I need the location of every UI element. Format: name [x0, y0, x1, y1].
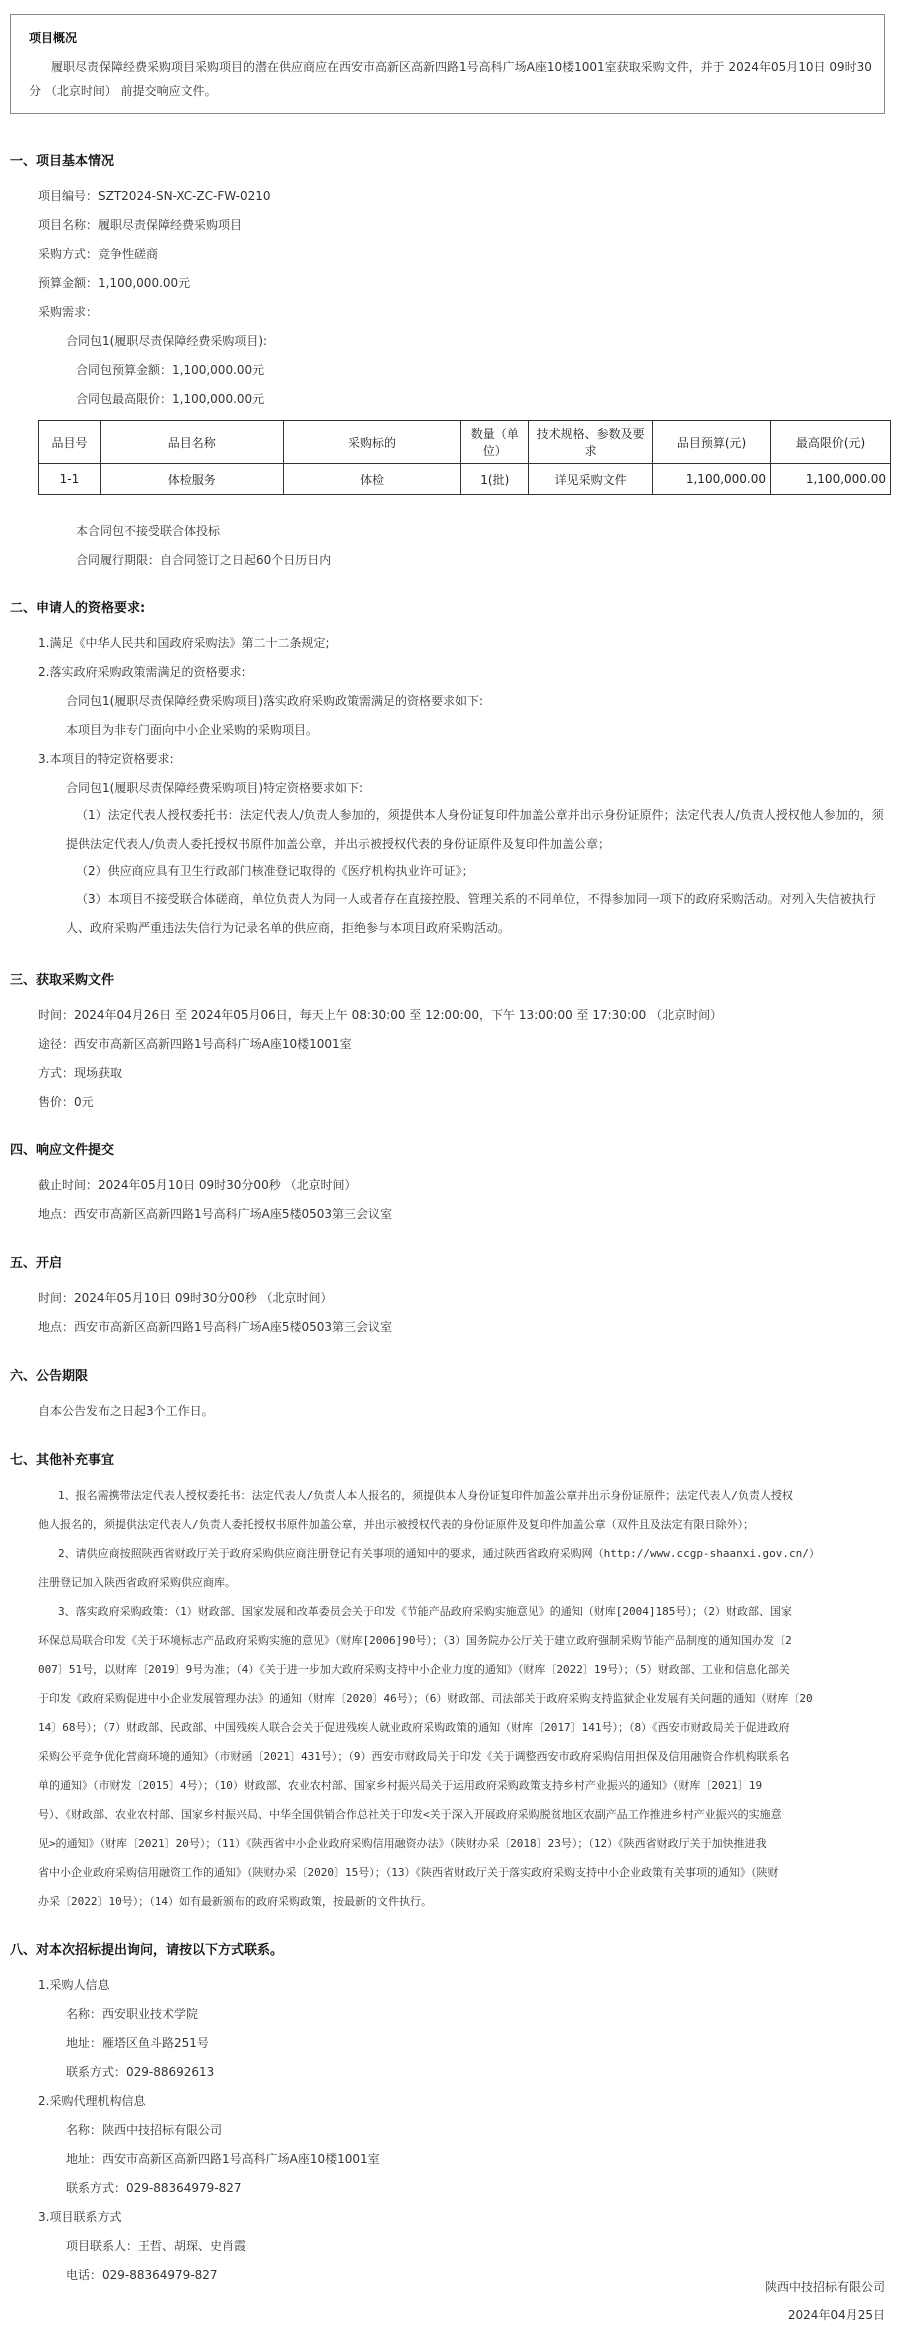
contact-title: 3.项目联系方式 — [38, 2210, 122, 2224]
procurement-requirement: 采购需求： — [38, 305, 99, 319]
cell-budget: 1,100,000.00 — [653, 464, 771, 495]
notice-3-line-7: 单的通知》（市财发〔2015〕4号）；（10）财政部、农业农村部、国家乡村振兴局关于运用政府采购政策支持乡村产业振兴的通知》（财库〔2021〕19 — [38, 1779, 763, 1792]
items-table — [38, 420, 891, 495]
footer-date: 2024年04月25日 — [787, 2308, 885, 2322]
purchaser-phone: 联系方式：029-88692613 — [66, 2065, 215, 2079]
obtain-time: 时间：2024年04月26日 至 2024年05月06日，每天上午 08:30:00 至 12:00:00，下午 13:00:00 至 17:30:00 （北京时间） — [38, 1008, 723, 1022]
cell-item-name: 体检服务 — [100, 464, 283, 495]
section-2-title: 二、申请人的资格要求: — [10, 601, 146, 616]
qualification-3-lot: 合同包1(履职尽责保障经费采购项目)特定资格要求如下: — [66, 781, 364, 795]
section-7-title: 七、其他补充事宜 — [10, 1453, 115, 1468]
header-item-name: 品目名称 — [100, 421, 283, 464]
header-quantity: 数量（单位） — [461, 421, 529, 464]
notice-3-line-9: 见>的通知》（财库〔2021〕20号）；（11）《陕西省中小企业政府采购信用融资办法》（陕财办采〔2018〕23号）；（12）《陕西省财政厅关于加快推进我 — [38, 1837, 767, 1850]
agency-title: 2.采购代理机构信息 — [38, 2094, 146, 2108]
section-6-title: 六、公告期限 — [10, 1369, 89, 1384]
notice-3-line-8: 号）、《财政部、农业农村部、国家乡村振兴局、中华全国供销合作总社关于印发<关于深入开展政府采购脱贫地区农副产品工作推进乡村产业振兴的实施意 — [38, 1808, 782, 1821]
obtain-way: 方式：现场获取 — [38, 1066, 123, 1080]
project-name: 项目名称：履职尽责保障经费采购项目 — [38, 218, 243, 232]
notice-2-line-2: 注册登记加入陕西省政府采购供应商库。 — [38, 1576, 236, 1589]
agency-name: 名称：陕西中技招标有限公司 — [66, 2123, 223, 2137]
section-8-title: 八、对本次招标提出询问，请按以下方式联系。 — [10, 1943, 284, 1958]
notice-2-line-1: 2、请供应商按照陕西省财政厅关于政府采购供应商注册登记有关事项的通知中的要求，通过陕西省政府采购网（http://www.ccgp-shaanxi.gov.cn/） — [58, 1547, 820, 1560]
header-subject: 采购标的 — [283, 421, 461, 464]
agency-phone: 联系方式：029-88364979-827 — [66, 2181, 242, 2195]
cell-item-no: 1-1 — [39, 464, 101, 495]
purchaser-address: 地址：雁塔区鱼斗路251号 — [66, 2036, 209, 2050]
notice-3-line-3: 007〕51号，以财库〔2019〕9号为准；（4）《关于进一步加大政府采购支持中小企业力度的通知》（财库〔2022〕19号）；（5）财政部、工业和信息化部关 — [38, 1663, 790, 1676]
header-max-price: 最高限价(元) — [771, 421, 891, 464]
cell-max-price: 1,100,000.00 — [771, 464, 891, 495]
lot-title: 合同包1(履职尽责保障经费采购项目): — [66, 334, 268, 348]
lot-max-price: 合同包最高限价：1,100,000.00元 — [76, 392, 265, 406]
qualification-2-lot: 合同包1(履职尽责保障经费采购项目)落实政府采购政策需满足的资格要求如下: — [66, 694, 484, 708]
notice-1-line-2: 他人报名的，须提供法定代表人/负责人委托授权书原件加盖公章，并出示被授权代表的身份证原件及复印件加盖公章（双件且及法定有限日除外）； — [38, 1518, 755, 1531]
qualification-3-item-1: （1）法定代表人授权委托书：法定代表人/负责人参加的，须提供本人身份证复印件加盖公章并出示身份证原件；法定代表人/负责人授权他人参加的，须提供法定代表人/负责人委托授权书原件加盖公章，并出示被授权代表的身份证原件及复印件加盖公章； — [66, 808, 884, 851]
notice-period: 自本公告发布之日起3个工作日。 — [38, 1404, 214, 1418]
cell-subject: 体检 — [283, 464, 461, 495]
notice-3-line-5: 14〕68号）；（7）财政部、民政部、中国残疾人联合会关于促进残疾人就业政府采购政策的通知（财库〔2017〕141号）；（8）《西安市财政局关于促进政府 — [38, 1721, 790, 1734]
table-header-row — [39, 421, 891, 464]
table-row — [39, 464, 891, 495]
notice-3-line-1: 3、落实政府采购政策：（1）财政部、国家发展和改革委员会关于印发《节能产品政府采购实施意见》的通知（财库[2004]185号）；（2）财政部、国家 — [58, 1605, 792, 1618]
section-5-title: 五、开启 — [10, 1256, 63, 1271]
overview-box — [10, 14, 885, 114]
contract-period: 合同履行期限：自合同签订之日起60个日历日内 — [76, 553, 332, 567]
notice-3-line-4: 于印发《政府采购促进中小企业发展管理办法》的通知（财库〔2020〕46号）；（6）财政部、司法部关于政府采购支持监狱企业发展有关问题的通知（财库〔20 — [38, 1692, 813, 1705]
submission-place: 地点：西安市高新区高新四路1号高科广场A座5楼0503第三会议室 — [38, 1207, 393, 1221]
cell-spec: 详见采购文件 — [529, 464, 653, 495]
notice-3-line-6: 采购公平竞争优化营商环境的通知》（市财函〔2021〕431号）；（9）西安市财政局关于印发《关于调整西安市政府采购信用担保及信用融资合作机构联系名 — [38, 1750, 790, 1763]
section-1-title: 一、项目基本情况 — [10, 154, 115, 169]
purchaser-name: 名称：西安职业技术学院 — [66, 2007, 199, 2021]
opening-place: 地点：西安市高新区高新四路1号高科广场A座5楼0503第三会议室 — [38, 1320, 393, 1334]
obtain-price: 售价：0元 — [38, 1095, 94, 1109]
qualification-3: 3.本项目的特定资格要求: — [38, 752, 174, 766]
qualification-3-item-2: （2）供应商应具有卫生行政部门核准登记取得的《医疗机构执业许可证》； — [76, 864, 474, 878]
procurement-method: 采购方式：竞争性磋商 — [38, 247, 159, 261]
notice-3-line-10: 省中小企业政府采购信用融资工作的通知》（陕财办采〔2020〕15号）；（13）《陕西省财政厅关于落实政府采购支持中小企业政策有关事项的通知》（陕财 — [38, 1866, 779, 1879]
purchaser-title: 1.采购人信息 — [38, 1978, 110, 1992]
notice-1-line-1: 1、报名需携带法定代表人授权委托书：法定代表人/负责人本人报名的，须提供本人身份证复印件加盖公章并出示身份证原件；法定代表人/负责人授权 — [58, 1489, 793, 1502]
budget-amount: 预算金额：1,100,000.00元 — [38, 276, 191, 290]
qualification-1: 1.满足《中华人民共和国政府采购法》第二十二条规定; — [38, 636, 330, 650]
header-item-no: 品目号 — [39, 421, 101, 464]
qualification-3-item-3: （3）本项目不接受联合体磋商，单位负责人为同一人或者存在直接控股、管理关系的不同单位，不得参加同一项下的政府采购活动。对列入失信被执行人、政府采购严重违法失信行为记录名单的供应商，拒绝参与本项目政府采购活动。 — [66, 892, 876, 935]
qualification-2-note: 本项目为非专门面向中小企业采购的采购项目。 — [66, 723, 319, 737]
overview-title: 项目概况 — [29, 31, 78, 45]
section-3-title: 三、获取采购文件 — [10, 973, 115, 988]
notice-3-line-2: 环保总局联合印发《关于环境标志产品政府采购实施的意见》（财库[2006]90号）；（3）国务院办公厅关于建立政府强制采购节能产品制度的通知国办发〔2 — [38, 1634, 792, 1647]
no-union-bid: 本合同包不接受联合体投标 — [76, 524, 221, 538]
header-budget: 品目预算(元) — [653, 421, 771, 464]
footer-organization: 陕西中技招标有限公司 — [764, 2280, 885, 2294]
cell-quantity: 1(批) — [461, 464, 529, 495]
lot-budget: 合同包预算金额：1,100,000.00元 — [76, 363, 265, 377]
opening-time: 时间：2024年05月10日 09时30分00秒 （北京时间） — [38, 1291, 333, 1305]
header-spec: 技术规格、参数及要求 — [529, 421, 653, 464]
agency-address: 地址：西安市高新区高新四路1号高科广场A座10楼1001室 — [66, 2152, 380, 2166]
qualification-2: 2.落实政府采购政策需满足的资格要求: — [38, 665, 246, 679]
overview-text: 履职尽责保障经费采购项目采购项目的潜在供应商应在西安市高新区高新四路1号高科广场A座10楼1001室获取采购文件，并于 2024年05月10日 09时30分 （北京时间） 前提交响应文件。 — [29, 60, 872, 98]
contact-people: 项目联系人：王哲、胡琛、史肖霞 — [66, 2239, 247, 2253]
project-number: 项目编号：SZT2024-SN-XC-ZC-FW-0210 — [38, 189, 271, 203]
contact-phone: 电话：029-88364979-827 — [66, 2268, 218, 2282]
submission-deadline: 截止时间：2024年05月10日 09时30分00秒 （北京时间） — [38, 1178, 357, 1192]
obtain-place: 途径：西安市高新区高新四路1号高科广场A座10楼1001室 — [38, 1037, 352, 1051]
notice-3-line-11: 办采〔2022〕10号）；（14）如有最新颁布的政府采购政策，按最新的文件执行。 — [38, 1895, 432, 1908]
section-4-title: 四、响应文件提交 — [10, 1143, 115, 1158]
